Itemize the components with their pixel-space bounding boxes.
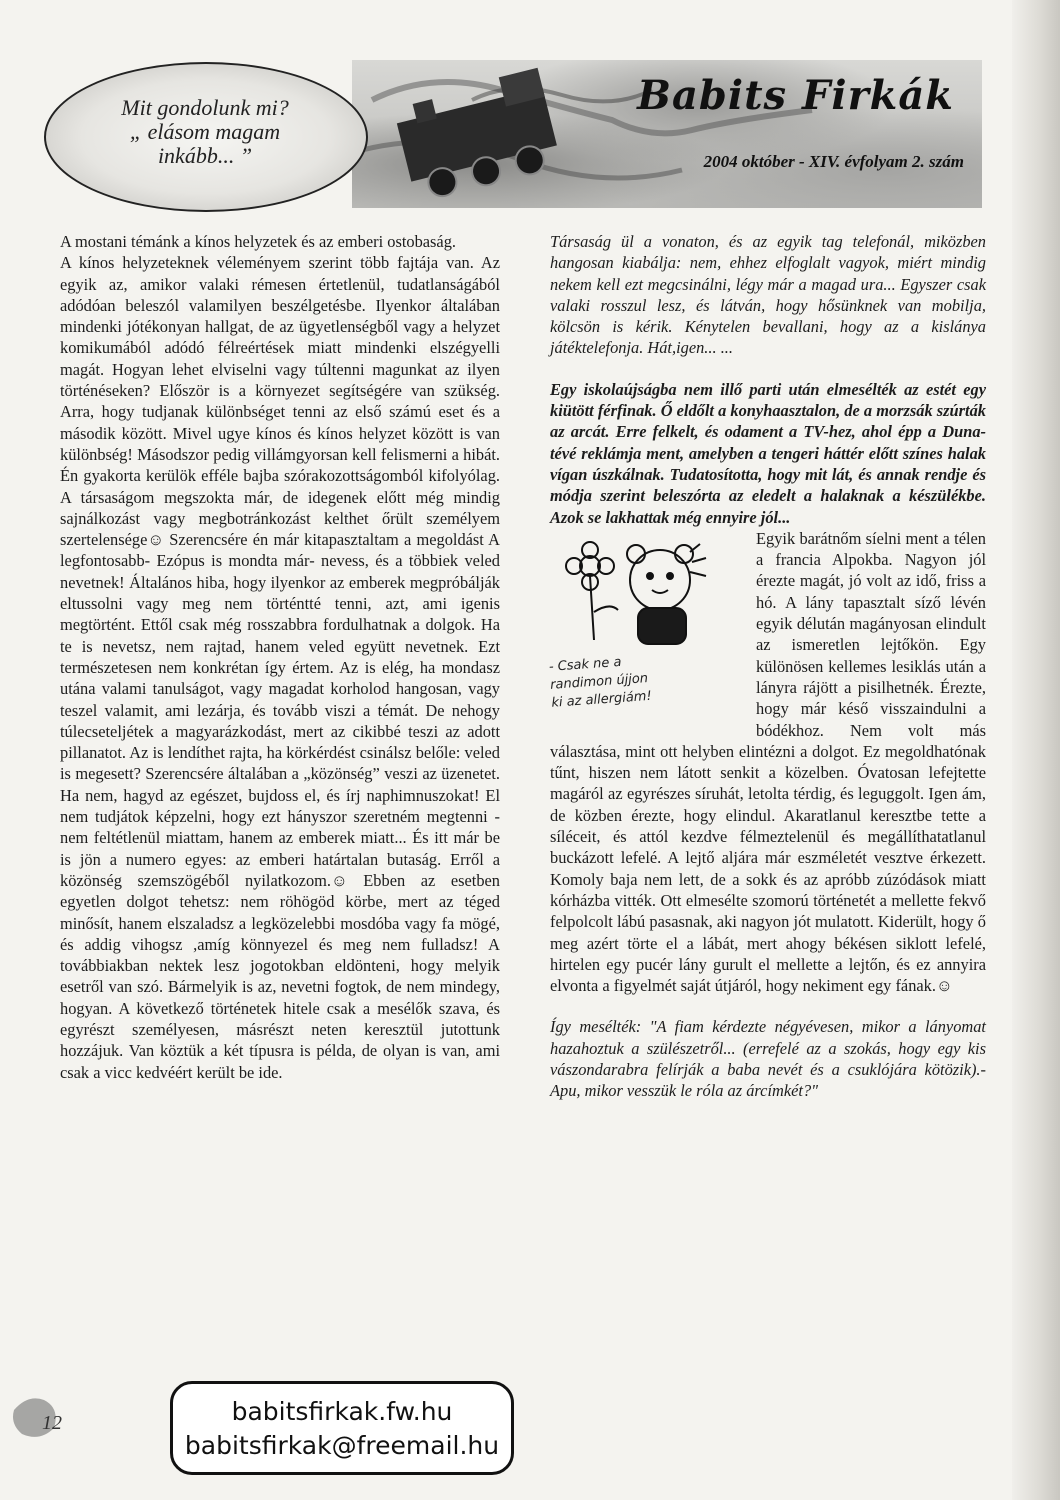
page-number: 12: [42, 1412, 62, 1434]
contact-box: [170, 1381, 514, 1475]
story-ski-block: [550, 528, 986, 997]
sketch-caption-line: - Csak ne a: [548, 654, 622, 675]
website-link[interactable]: babitsfirkak.fw.hu: [231, 1397, 453, 1426]
topic-oval-text: [60, 96, 350, 168]
story-price-tag: Így mesélték: "A fiam kérdezte négyévesen, mikor a lányomat hazahoztuk a szülészetről... (errefelé az a szokás, hogy egy kis vászondarabra felírják a baba nevét és a csuklójára kötözik).- Apu, mikor vesszük le róla az árcímkét?": [550, 1017, 986, 1101]
email-link[interactable]: babitsfirkak@freemail.hu: [184, 1431, 500, 1460]
oval-line-3: inkább... ”: [157, 143, 253, 168]
oval-line-1: Mit gondolunk mi?: [121, 95, 289, 120]
story-party: Egy iskolaújságba nem illő parti után elmesélték az estét egy kiütött férfinak. Ő eldőlt a konyhaasztalon, de a morzsák szúrták az arcát. Erre felkelt, és odament a TV-hez, ahol épp a Duna-tévé reklámja ment, amelyben a tengeri háttér előtt színes halak vígan úszkálnak. Tudatosította, hogy mit lát, és annak rendje és módja szerint beleszórta az eledelt a halaknak a készülékbe. Azok se lakhattak még ennyire jól...: [550, 379, 986, 527]
body-paragraph: A kínos helyzeteknek véleményem szerint több fajtája van. Az egyik az, amikor valaki rémesen értetlenül, tudatlanságából adódóan beleszól valamilyen beszélgetésbe. Ilyenkor általában mindenki jótékonyan hallgat, de az ügyetlenségből vagy a helyzet komikumából adódó félreértések miatt mindenki elszégyelli magát. Hogyan lehet elviselni vagy túltenni magunkat az ilyen történéseken? Először is a környezet segítségére van szükség. Arra, hogy tudjanak különbséget tenni az első számú eset és a második között. Mivel ugye kínos és kínos helyzet között is van különbség! Másodszor pedig villámgyorsan kell felismerni a hibát. Én gyakorta kerülök efféle bajba szórakozottságomból kifolyólag. A társaságom megszokta már, de idegenek előtt még mindig sajnálkozást vagy megbotránkozást kelthet őrült személyem szertelensége☺ Szerencsére én már kitapasztaltam a megoldást A legfontosabb- Ezópus is mondta már- nevess, és a többiek veled nevetnek! Általános hiba, hogy ilyenkor az emberek megpróbálják eltussolni vagy meg nem történtté tenni, azt, ami igenis megtörtént. Ettől csak még rosszabbra fordulhatnak a dolgok. Ha te is nevetsz, nem rajtad, hanem veled együtt nevetnek. Ezt természetesen nem konkrétan így értem. Az is elég, ha mondasz utána valami tanulságot, vagy magadat korholod hangosan, vagy teszel valamit, ami lezárja, és tovább viszi a témát. De nehogy túlecseteljétek a magyarázkodást, mert az cikibbé teszi az adott pillanatot. Az is lendíthet rajta, ha körkérdést csinálsz belőle: veled is megesett? Szerencsére általában a „közönség” veszi az üzenetet. Ha nem, hagyd az egészet, bujdoss el, és írj naphimnuszokat! El nem tudjátok képzelni, hogy ezt hányszor szeretném megtenni - nem feltétlenül miattam, hanem az emberek miatt... És itt már be is jön a numero egyes: az emberi határtalan butaság. Erről a közönség szemszögéből nyilatkozom.☺ Ebben az esetben egyetlen dolgot tehetsz: nem röhögöd körbe, mert az téged minősít, hanem elszaladsz a legközelebbi mosdóba vagy fa mögé, és addig vihogsz ,amíg könnyezel és meg nem fulladsz! A továbbiakban nektek lesz jogotokban eldönteni, hogy melyik esetről van szó. Bármelyik is az, nevetni fogtok, de nem mindegy, hogyan. A következő történetek hitele csak a mesélők szava, és egyrészt személyesen, másrészt neten keresztül jutottunk hozzájuk. Van köztük a két típusra is példa, de olyan is van, ami csak a vicc kedvéért került be ide.: [60, 253, 500, 1082]
intro-paragraph: A mostani témánk a kínos helyzetek és az emberi ostobaság.: [60, 232, 456, 251]
banner-subtitle: 2004 október - XIV. évfolyam 2. szám: [703, 152, 964, 171]
page-edge-shadow: [1012, 0, 1060, 1500]
left-column: [60, 231, 500, 1083]
teddy-flower-sketch: [550, 532, 746, 728]
page-number-badge: [10, 1390, 80, 1446]
banner-title: Babits Firkák: [637, 72, 954, 119]
sketch-caption-line: randimon újjon: [549, 670, 649, 693]
teddy-bear-icon: [550, 532, 746, 652]
right-column: [550, 231, 986, 1102]
sketch-caption: [548, 645, 747, 713]
story-train: Társaság ül a vonaton, és az egyik tag telefonál, miközben hangosan kiabálja: nem, ehhez elfoglalt vagyok, miért mindig nekem kell ezt megcsinálni, légy már a magad ura... Egyszer csak valaki rosszul lesz, és látván, hogy hősünknek van mobilja, kölcsön is kérik. Kénytelen bevallani, hogy az a kislánya játéktelefonja. Hát,igen... ...: [550, 232, 986, 358]
oval-line-2: „ elásom magam: [129, 119, 281, 144]
header-banner-image: [352, 60, 982, 208]
sketch-caption-line: ki az allergiám!: [550, 688, 653, 711]
story-ski: Egyik barátnőm síelni ment a télen a francia Alpokba. Nagyon jól érezte magát, jó volt az idő, friss a hó. A lány tapasztalt síző lévén egyik délután magányosan elindult az ismeretlen lejtőkön. Egy különösen kellemes lesiklás után a lányra rájött a pisilhetnék. Érezte, hogy már késő visszaindulni a bódékhoz. Nem volt más választása, mint ott helyben elintézni a dolgot. Ez megoldhatónak tűnt, hiszen nem látott senkit a közelben. Óvatosan lefejtette magáról az egyrészes síruhát, letolta térdig, és leguggolt. Igen ám, de közben érezte, hogy elindul. Akaratlanul keresztbe tette a síléceit, és attól kezdve félmeztelenül és megállíthatatlanul buckázott lefelé. A lejtő aljára már eszméletét vesztve érkezett. Komoly baja nem lett, de a sokk és az apróbb zúzódások miatt kórházba vitték. Ott elmesélte szomorú történetét a mellette fekvő felpolcolt lábú pasasnak, aki nagyon jót mulatott. Kiderült, hogy ő meg azért törte el a lábát, mert ahogy békésen siklott lefelé, hirtelen egy pucér lány gurult el mellette a lejtőn, és ez annyira elvonta a figyelmét saját útjáról, hogy nekiment egy fának.☺: [550, 528, 986, 996]
